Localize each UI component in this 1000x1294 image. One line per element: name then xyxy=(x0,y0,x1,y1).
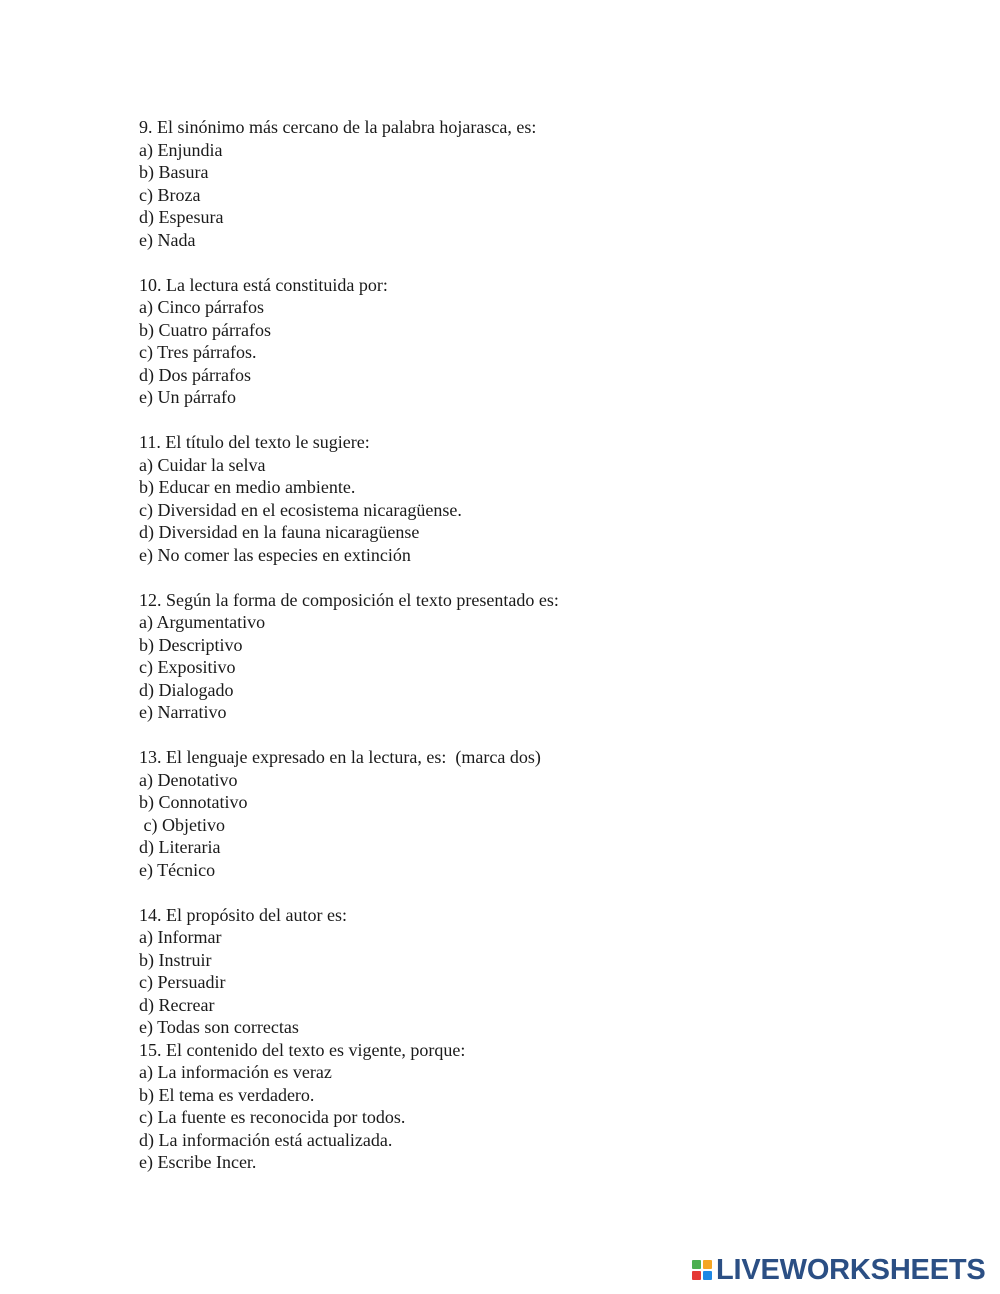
option-a: a) Cuidar la selva xyxy=(139,454,266,475)
liveworksheets-logo xyxy=(692,1253,986,1287)
option-d: d) Diversidad en la fauna nicaragüense xyxy=(139,522,420,542)
option-c: c) Persuadir xyxy=(139,972,226,992)
question-prompt: 15. El contenido del texto es vigente, porque: xyxy=(139,1039,466,1060)
option-b: b) Educar en medio ambiente. xyxy=(139,477,356,497)
liveworksheets-logo-icon xyxy=(692,1260,712,1280)
liveworksheets-brand-text: LIVEWORKSHEETS xyxy=(716,1254,986,1286)
question-9 xyxy=(139,116,899,251)
question-prompt: 14. El propósito del autor es: xyxy=(139,904,347,925)
option-d: d) Literaria xyxy=(139,837,221,857)
option-b: b) Connotativo xyxy=(139,792,248,812)
option-b: b) Basura xyxy=(139,162,209,182)
logo-square-orange xyxy=(703,1260,712,1269)
question-14 xyxy=(139,904,899,1039)
option-d: d) Recrear xyxy=(139,994,215,1015)
option-c: c) La fuente es reconocida por todos. xyxy=(139,1107,406,1127)
question-prompt: 9. El sinónimo más cercano de la palabra hojarasca, es: xyxy=(139,117,537,137)
option-a: a) La información es veraz xyxy=(139,1062,332,1082)
option-d: d) Dos párrafos xyxy=(139,364,251,385)
option-a: a) Denotativo xyxy=(139,769,238,790)
question-prompt: 13. El lenguaje expresado en la lectura, es: (marca dos) xyxy=(139,747,541,767)
option-b: b) Cuatro párrafos xyxy=(139,319,271,340)
option-d: d) La información está actualizada. xyxy=(139,1129,393,1150)
option-c: c) Broza xyxy=(139,184,201,205)
option-d: d) Espesura xyxy=(139,207,224,227)
question-prompt: 11. El título del texto le sugiere: xyxy=(139,432,370,452)
option-e: e) Un párrafo xyxy=(139,387,236,407)
option-a: a) Informar xyxy=(139,927,222,947)
option-b: b) Descriptivo xyxy=(139,634,243,655)
question-15 xyxy=(139,1039,899,1174)
option-e: e) No comer las especies en extinción xyxy=(139,544,411,565)
option-c: c) Objetivo xyxy=(139,814,225,835)
option-b: b) El tema es verdadero. xyxy=(139,1084,315,1105)
option-e: e) Escribe Incer. xyxy=(139,1152,257,1172)
option-e: e) Narrativo xyxy=(139,702,227,722)
question-prompt: 12. Según la forma de composición el texto presentado es: xyxy=(139,589,559,610)
logo-square-green xyxy=(692,1260,701,1269)
question-11 xyxy=(139,431,899,566)
worksheet-page xyxy=(139,116,899,1174)
option-e: e) Todas son correctas xyxy=(139,1017,299,1037)
option-b: b) Instruir xyxy=(139,949,212,970)
option-e: e) Técnico xyxy=(139,859,216,880)
question-prompt: 10. La lectura está constituida por: xyxy=(139,274,388,295)
option-c: c) Diversidad en el ecosistema nicaragüense. xyxy=(139,499,462,520)
option-d: d) Dialogado xyxy=(139,679,234,700)
option-a: a) Enjundia xyxy=(139,139,223,160)
question-12 xyxy=(139,589,899,724)
option-c: c) Tres párrafos. xyxy=(139,342,257,362)
option-c: c) Expositivo xyxy=(139,657,236,677)
logo-square-blue xyxy=(703,1271,712,1280)
question-10 xyxy=(139,274,899,409)
option-a: a) Argumentativo xyxy=(139,612,266,632)
question-13 xyxy=(139,746,899,881)
option-a: a) Cinco párrafos xyxy=(139,297,264,317)
option-e: e) Nada xyxy=(139,229,196,250)
logo-square-red xyxy=(692,1271,701,1280)
